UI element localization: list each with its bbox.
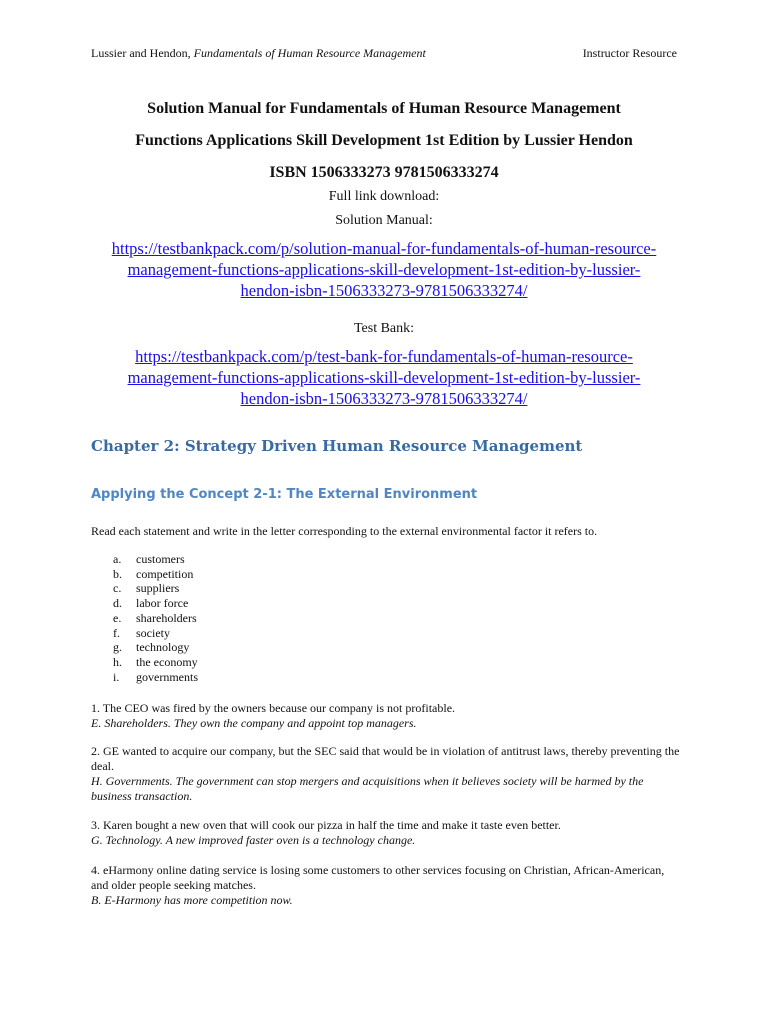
header-authors: Lussier and Hendon, bbox=[91, 46, 191, 60]
option-letter: h. bbox=[113, 654, 122, 669]
solution-link-line-3[interactable]: hendon-isbn-1506333273-9781506333274/ bbox=[240, 281, 528, 300]
option-text: competition bbox=[136, 566, 194, 581]
question-text: 4. eHarmony online dating service is losing some customers to other services focusing on Christian, African-American, and older people seeking matches. bbox=[91, 863, 665, 892]
solution-link-line-2[interactable]: management-functions-applications-skill-development-1st-edition-by-lussier- bbox=[127, 260, 641, 279]
instructions-text: Read each statement and write in the letter corresponding to the external environmental factor it refers to. bbox=[91, 524, 598, 538]
list-item bbox=[113, 581, 198, 596]
question-block-1 bbox=[91, 701, 681, 731]
answer-text: E. Shareholders. They own the company and appoint top managers. bbox=[91, 716, 417, 730]
list-item bbox=[113, 596, 198, 611]
list-item bbox=[113, 567, 198, 582]
solution-link-line-1[interactable]: https://testbankpack.com/p/solution-manual-for-fundamentals-of-human-resource- bbox=[111, 239, 657, 258]
option-letter: g. bbox=[113, 640, 122, 655]
answer-text: G. Technology. A new improved faster oven is a technology change. bbox=[91, 833, 416, 847]
question-block-2 bbox=[91, 744, 681, 804]
test-bank-link-line-1[interactable]: https://testbankpack.com/p/test-bank-for-fundamentals-of-human-resource- bbox=[135, 347, 633, 366]
title-line-2: Functions Applications Skill Development 1st Edition by Lussier Hendon bbox=[135, 132, 633, 149]
option-letter: i. bbox=[113, 669, 120, 684]
option-text: shareholders bbox=[136, 610, 197, 625]
document-title bbox=[60, 93, 708, 189]
chapter-heading: Chapter 2: Strategy Driven Human Resource Management bbox=[91, 437, 583, 455]
running-header-right: Instructor Resource bbox=[582, 46, 677, 60]
question-block-3 bbox=[91, 818, 681, 848]
option-letter: f. bbox=[113, 625, 120, 640]
question-text: 3. Karen bought a new oven that will cook our pizza in half the time and make it taste even better. bbox=[91, 818, 561, 832]
list-item bbox=[113, 640, 198, 655]
list-item bbox=[113, 552, 198, 567]
test-bank-link[interactable] bbox=[60, 346, 708, 409]
answer-text: B. E-Harmony has more competition now. bbox=[91, 893, 293, 907]
question-text: 1. The CEO was fired by the owners because our company is not profitable. bbox=[91, 701, 456, 715]
full-link-label: Full link download: bbox=[328, 189, 440, 204]
option-letter: b. bbox=[113, 566, 122, 581]
running-header-left bbox=[91, 46, 426, 61]
title-line-3-isbn: ISBN 1506333273 9781506333274 bbox=[269, 164, 499, 181]
list-item bbox=[113, 626, 198, 641]
solution-manual-link[interactable] bbox=[60, 238, 708, 301]
option-text: labor force bbox=[136, 596, 189, 611]
option-letter: c. bbox=[113, 581, 122, 596]
test-bank-link-line-3[interactable]: hendon-isbn-1506333273-9781506333274/ bbox=[240, 389, 528, 408]
option-text: customers bbox=[136, 552, 185, 566]
option-letter: e. bbox=[113, 610, 122, 625]
list-item bbox=[113, 611, 198, 626]
test-bank-link-line-2[interactable]: management-functions-applications-skill-development-1st-edition-by-lussier- bbox=[127, 368, 641, 387]
option-letter: d. bbox=[113, 596, 122, 611]
solution-manual-label: Solution Manual: bbox=[335, 213, 433, 228]
question-block-4 bbox=[91, 863, 681, 908]
option-letter: a. bbox=[113, 552, 122, 566]
option-text: the economy bbox=[136, 654, 198, 669]
option-text: technology bbox=[136, 640, 190, 655]
list-item bbox=[113, 655, 198, 670]
option-text: society bbox=[136, 625, 170, 640]
question-text: 2. GE wanted to acquire our company, but the SEC said that would be in violation of antitrust laws, thereby preventing the deal. bbox=[91, 744, 680, 773]
option-text: suppliers bbox=[136, 581, 180, 596]
concept-heading: Applying the Concept 2-1: The External Environment bbox=[91, 487, 478, 502]
header-book-title: Fundamentals of Human Resource Management bbox=[193, 46, 426, 60]
option-text: governments bbox=[136, 669, 198, 684]
list-item bbox=[113, 670, 198, 685]
factor-options-list bbox=[113, 552, 198, 684]
test-bank-label: Test Bank: bbox=[353, 321, 415, 336]
answer-text: H. Governments. The government can stop mergers and acquisitions when it believes society will be harmed by the business transaction. bbox=[91, 774, 644, 803]
title-line-1: Solution Manual for Fundamentals of Human Resource Management bbox=[147, 100, 621, 117]
